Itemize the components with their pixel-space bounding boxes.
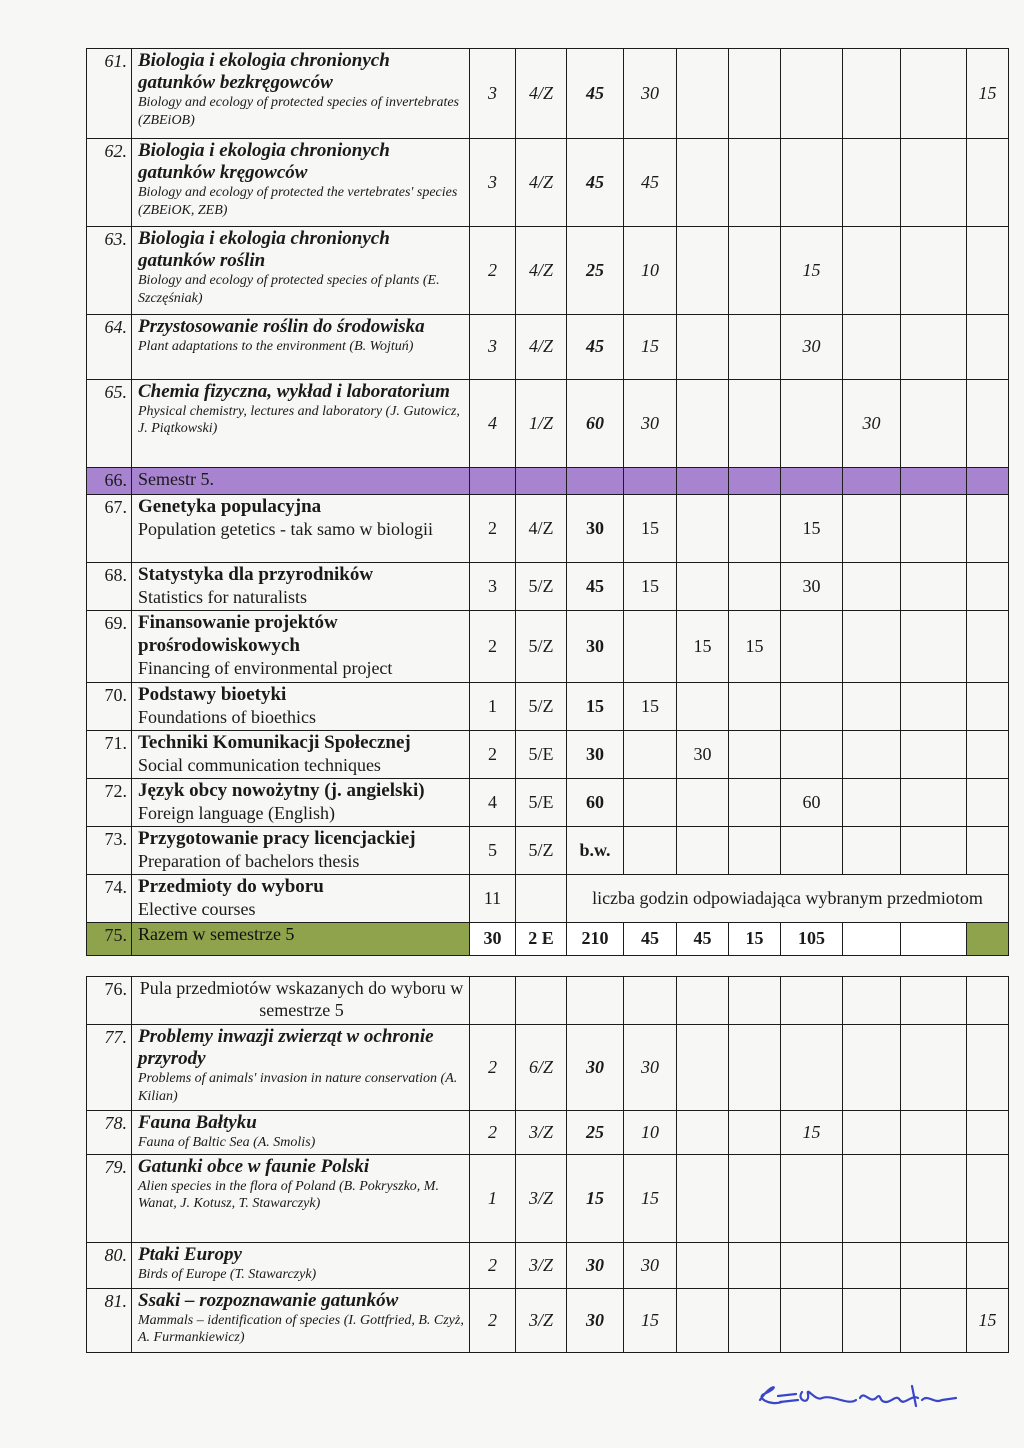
hours-cell [967,779,1009,827]
hours-cell [781,731,843,779]
hours-cell [901,1289,967,1353]
hours-cell [901,779,967,827]
semester-label: Semestr 5. [132,468,470,495]
course-name-cell [132,731,470,779]
hours-cell [677,827,729,875]
hours-cell: 15 [781,1111,843,1155]
lecture-hours-cell: 15 [624,683,677,731]
hours-cell [901,731,967,779]
course-description: Social communication techniques [138,754,381,775]
hours-cell [729,779,781,827]
hours-cell [843,683,901,731]
summary-hours: 15 [729,923,781,956]
hours-cell [901,380,967,468]
course-title: Przygotowanie pracy licencjackiej [138,828,416,849]
hours-cell [843,1289,901,1353]
semester-header-row [87,468,1009,495]
course-name-cell [132,49,470,139]
total-hours-cell: 30 [567,611,624,683]
summary-exams: 2 E [516,923,567,956]
table-row [87,315,1009,380]
hours-cell [677,315,729,380]
semester-cell: 5/Z [516,611,567,683]
ects-cell: 4 [470,779,516,827]
course-title: Biologia i ekologia chronionych gatunków roślin [138,228,390,272]
hours-cell [729,380,781,468]
total-hours-cell: b.w. [567,827,624,875]
ects-cell: 1 [470,1155,516,1243]
semester-cell: 4/Z [516,49,567,139]
hours-cell [729,495,781,563]
table-row [87,827,1009,875]
row-number: 68. [87,563,132,611]
hours-cell [901,227,967,315]
course-title: Biologia i ekologia chronionych gatunków bezkręgowców [138,50,390,94]
row-number: 62. [87,139,132,227]
hours-cell [677,49,729,139]
course-title: Statystyka dla przyrodników [138,564,374,585]
hours-cell [967,1025,1009,1111]
semester-cell: 3/Z [516,1289,567,1353]
summary-hours [843,923,901,956]
ects-cell: 1 [470,683,516,731]
table-row [87,611,1009,683]
hours-cell [677,1155,729,1243]
hours-cell [677,495,729,563]
course-description: Biology and ecology of protected the vertebrates' species (ZBEiOK, ZEB) [138,185,458,218]
semester-cell: 3/Z [516,1155,567,1243]
curriculum-table [86,48,1009,1353]
lecture-hours-cell: 30 [624,380,677,468]
hours-cell: 15 [729,611,781,683]
total-hours-cell: 60 [567,779,624,827]
hours-cell [781,1155,843,1243]
semester-cell: 4/Z [516,495,567,563]
hours-cell [901,495,967,563]
hours-cell [781,827,843,875]
course-name-cell [132,380,470,468]
row-number: 72. [87,779,132,827]
course-title: Problemy inwazji zwierząt w ochronie przyrody [138,1026,434,1070]
total-hours-cell: 15 [567,1155,624,1243]
hours-cell [843,779,901,827]
lecture-hours-cell: 30 [624,1025,677,1111]
lecture-hours-cell: 15 [624,315,677,380]
elective-pool-heading: Pula przedmiotów wskazanych do wyboru w semestrze 5 [132,977,470,1025]
lecture-hours-cell: 45 [624,139,677,227]
hours-cell [677,1289,729,1353]
hours-cell [843,1243,901,1289]
ects-cell: 2 [470,611,516,683]
hours-cell [901,611,967,683]
course-name-cell [132,1243,470,1289]
course-name-cell [132,227,470,315]
course-name-cell [132,1155,470,1243]
table-row [87,731,1009,779]
total-hours-cell: 45 [567,139,624,227]
total-hours-cell: 45 [567,315,624,380]
total-hours-cell: 30 [567,1025,624,1111]
hours-cell [967,683,1009,731]
hours-cell [781,683,843,731]
hours-cell [843,611,901,683]
lecture-hours-cell: 10 [624,227,677,315]
ects-cell: 3 [470,139,516,227]
table-row [87,1025,1009,1111]
ects-cell: 2 [470,1111,516,1155]
course-description: Biology and ecology of protected species of plants (E. Szczęśniak) [138,273,440,306]
semester-cell: 5/Z [516,683,567,731]
hours-cell: 30 [781,315,843,380]
row-number: 64. [87,315,132,380]
ects-cell: 2 [470,495,516,563]
row-number: 78. [87,1111,132,1155]
course-title: Przedmioty do wyboru [138,876,324,897]
lecture-hours-cell [624,731,677,779]
ects-cell: 2 [470,731,516,779]
semester-cell: 5/E [516,779,567,827]
hours-cell [677,683,729,731]
course-title: Fauna Bałtyku [138,1112,257,1133]
hours-cell: 15 [781,495,843,563]
total-hours-cell: 45 [567,49,624,139]
row-number: 80. [87,1243,132,1289]
hours-cell [729,1243,781,1289]
course-title: Chemia fizyczna, wykład i laboratorium [138,381,450,402]
hours-cell: 15 [967,49,1009,139]
course-name-cell [132,1289,470,1353]
summary-hours: 45 [624,923,677,956]
course-description: Birds of Europe (T. Stawarczyk) [138,1267,317,1283]
lecture-hours-cell: 30 [624,1243,677,1289]
course-name-cell [132,875,470,923]
table-row [87,1243,1009,1289]
ects-cell: 5 [470,827,516,875]
semester-cell: 5/Z [516,563,567,611]
semester-cell: 3/Z [516,1243,567,1289]
hours-cell [967,315,1009,380]
semester-cell: 5/Z [516,827,567,875]
total-hours-cell: 45 [567,563,624,611]
hours-cell: 60 [781,779,843,827]
hours-cell [677,139,729,227]
table-row [87,1155,1009,1243]
course-name-cell [132,683,470,731]
semester-cell [516,875,567,923]
course-name-cell [132,1025,470,1111]
hours-cell: 30 [781,563,843,611]
course-title: Gatunki obce w faunie Polski [138,1156,370,1177]
summary-hours [967,923,1009,956]
ects-cell: 11 [470,875,516,923]
hours-cell [843,315,901,380]
course-title: Finansowanie projektów prośrodowiskowych [138,612,338,656]
ects-cell: 2 [470,227,516,315]
ects-cell: 3 [470,49,516,139]
hours-cell [677,779,729,827]
summary-total-hours: 210 [567,923,624,956]
table-row [87,875,1009,923]
hours-cell [901,563,967,611]
course-title: Genetyka populacyjna [138,496,322,517]
course-name-cell [132,827,470,875]
hours-cell [967,380,1009,468]
hours-cell [729,1025,781,1111]
lecture-hours-cell [624,611,677,683]
row-number: 65. [87,380,132,468]
lecture-hours-cell: 15 [624,563,677,611]
hours-cell [843,1155,901,1243]
course-name-cell [132,563,470,611]
hours-cell [967,1155,1009,1243]
table-row [87,495,1009,563]
semester-cell: 1/Z [516,380,567,468]
elective-hours-note: liczba godzin odpowiadająca wybranym przedmiotom [567,875,1009,923]
semester-cell: 3/Z [516,1111,567,1155]
hours-cell [967,611,1009,683]
hours-cell [967,495,1009,563]
course-description: Fauna of Baltic Sea (A. Smolis) [138,1135,316,1151]
row-number: 74. [87,875,132,923]
course-description: Plant adaptations to the environment (B. Wojtuń) [138,339,414,355]
course-title: Podstawy bioetyki [138,684,287,705]
hours-cell [677,1243,729,1289]
ects-cell: 3 [470,315,516,380]
hours-cell: 30 [843,380,901,468]
lecture-hours-cell: 30 [624,49,677,139]
course-title: Język obcy nowożytny (j. angielski) [138,780,425,801]
ects-cell: 4 [470,380,516,468]
course-description: Foundations of bioethics [138,706,316,727]
lecture-hours-cell: 15 [624,495,677,563]
hours-cell [967,827,1009,875]
total-hours-cell: 30 [567,1243,624,1289]
course-title: Biologia i ekologia chronionych gatunków kręgowców [138,140,390,184]
course-name-cell [132,315,470,380]
course-description: Foreign language (English) [138,802,335,823]
course-name-cell [132,139,470,227]
course-description: Alien species in the flora of Poland (B. Pokryszko, M. Wanat, J. Kotusz, T. Stawarczyk) [138,1179,439,1212]
course-name-cell [132,611,470,683]
row-number: 67. [87,495,132,563]
hours-cell [843,1111,901,1155]
semester-cell: 4/Z [516,315,567,380]
hours-cell [901,139,967,227]
hours-cell [843,139,901,227]
semester-cell: 4/Z [516,139,567,227]
signature [752,1372,972,1418]
table-row [87,49,1009,139]
semester-cell: 5/E [516,731,567,779]
hours-cell [729,227,781,315]
table-row [87,1289,1009,1353]
table-row [87,1111,1009,1155]
hours-cell [677,1025,729,1111]
row-number: 75. [87,923,132,956]
summary-hours [901,923,967,956]
hours-cell [781,49,843,139]
hours-cell [901,1025,967,1111]
hours-cell [843,563,901,611]
hours-cell [729,1289,781,1353]
course-description: Statistics for naturalists [138,586,307,607]
hours-cell [843,495,901,563]
course-description: Physical chemistry, lectures and laboratory (J. Gutowicz, J. Piątkowski) [138,404,460,437]
ects-cell: 2 [470,1289,516,1353]
course-title: Ssaki – rozpoznawanie gatunków [138,1290,399,1311]
course-description: Financing of environmental project [138,657,393,678]
hours-cell [967,1111,1009,1155]
lecture-hours-cell: 10 [624,1111,677,1155]
hours-cell [901,315,967,380]
row-number: 69. [87,611,132,683]
ects-cell: 2 [470,1243,516,1289]
hours-cell [967,227,1009,315]
ects-cell: 2 [470,1025,516,1111]
course-name-cell [132,1111,470,1155]
hours-cell [901,1111,967,1155]
course-description: Population getetics - tak samo w biologii [138,518,433,539]
hours-cell: 15 [677,611,729,683]
course-description: Biology and ecology of protected species of invertebrates (ZBEiOB) [138,95,460,128]
hours-cell [729,315,781,380]
total-hours-cell: 60 [567,380,624,468]
lecture-hours-cell: 15 [624,1155,677,1243]
lecture-hours-cell [624,827,677,875]
hours-cell [967,1243,1009,1289]
total-hours-cell: 25 [567,1111,624,1155]
row-number: 73. [87,827,132,875]
semester-cell: 6/Z [516,1025,567,1111]
hours-cell [781,611,843,683]
course-title: Techniki Komunikacji Społecznej [138,732,411,753]
course-description: Elective courses [138,898,256,919]
course-name-cell [132,779,470,827]
hours-cell [781,1025,843,1111]
hours-cell [901,1155,967,1243]
hours-cell [677,1111,729,1155]
hours-cell [901,683,967,731]
hours-cell [729,827,781,875]
total-hours-cell: 30 [567,1289,624,1353]
hours-cell [967,563,1009,611]
hours-cell [901,49,967,139]
hours-cell: 30 [677,731,729,779]
table-row [87,683,1009,731]
hours-cell [843,1025,901,1111]
course-name-cell [132,495,470,563]
hours-cell [677,563,729,611]
table-row [87,139,1009,227]
hours-cell [729,139,781,227]
summary-hours: 45 [677,923,729,956]
hours-cell [901,827,967,875]
hours-cell [729,563,781,611]
hours-cell [781,1289,843,1353]
table-row [87,779,1009,827]
hours-cell [729,731,781,779]
row-number: 61. [87,49,132,139]
lecture-hours-cell [624,779,677,827]
row-number: 66. [87,468,132,495]
summary-hours: 105 [781,923,843,956]
hours-cell: 15 [781,227,843,315]
row-number: 63. [87,227,132,315]
total-hours-cell: 30 [567,495,624,563]
total-hours-cell: 30 [567,731,624,779]
table-row [87,977,1009,1025]
ects-cell: 3 [470,563,516,611]
row-number: 76. [87,977,132,1025]
semester-summary-row [87,923,1009,956]
lecture-hours-cell: 15 [624,1289,677,1353]
hours-cell [781,139,843,227]
hours-cell [677,227,729,315]
row-number: 77. [87,1025,132,1111]
table-row [87,227,1009,315]
hours-cell [781,1243,843,1289]
total-hours-cell: 25 [567,227,624,315]
total-hours-cell: 15 [567,683,624,731]
hours-cell [843,827,901,875]
row-number: 71. [87,731,132,779]
course-description: Mammals – identification of species (I. Gottfried, B. Czyż, A. Furmankiewicz) [138,1313,464,1346]
hours-cell [967,139,1009,227]
course-title: Przystosowanie roślin do środowiska [138,316,425,337]
row-number: 70. [87,683,132,731]
hours-cell [901,1243,967,1289]
hours-cell [729,683,781,731]
table-row [87,380,1009,468]
table-row [87,563,1009,611]
course-description: Preparation of bachelors thesis [138,850,360,871]
row-number: 79. [87,1155,132,1243]
semester-cell: 4/Z [516,227,567,315]
hours-cell: 15 [967,1289,1009,1353]
hours-cell [843,227,901,315]
summary-label: Razem w semestrze 5 [132,923,470,956]
hours-cell [729,1155,781,1243]
course-description: Problems of animals' invasion in nature conservation (A. Kilian) [138,1071,458,1104]
row-number: 81. [87,1289,132,1353]
hours-cell [843,49,901,139]
hours-cell [677,380,729,468]
course-title: Ptaki Europy [138,1244,242,1265]
hours-cell [781,380,843,468]
hours-cell [967,731,1009,779]
summary-ects: 30 [470,923,516,956]
hours-cell [729,49,781,139]
hours-cell [729,1111,781,1155]
hours-cell [843,731,901,779]
